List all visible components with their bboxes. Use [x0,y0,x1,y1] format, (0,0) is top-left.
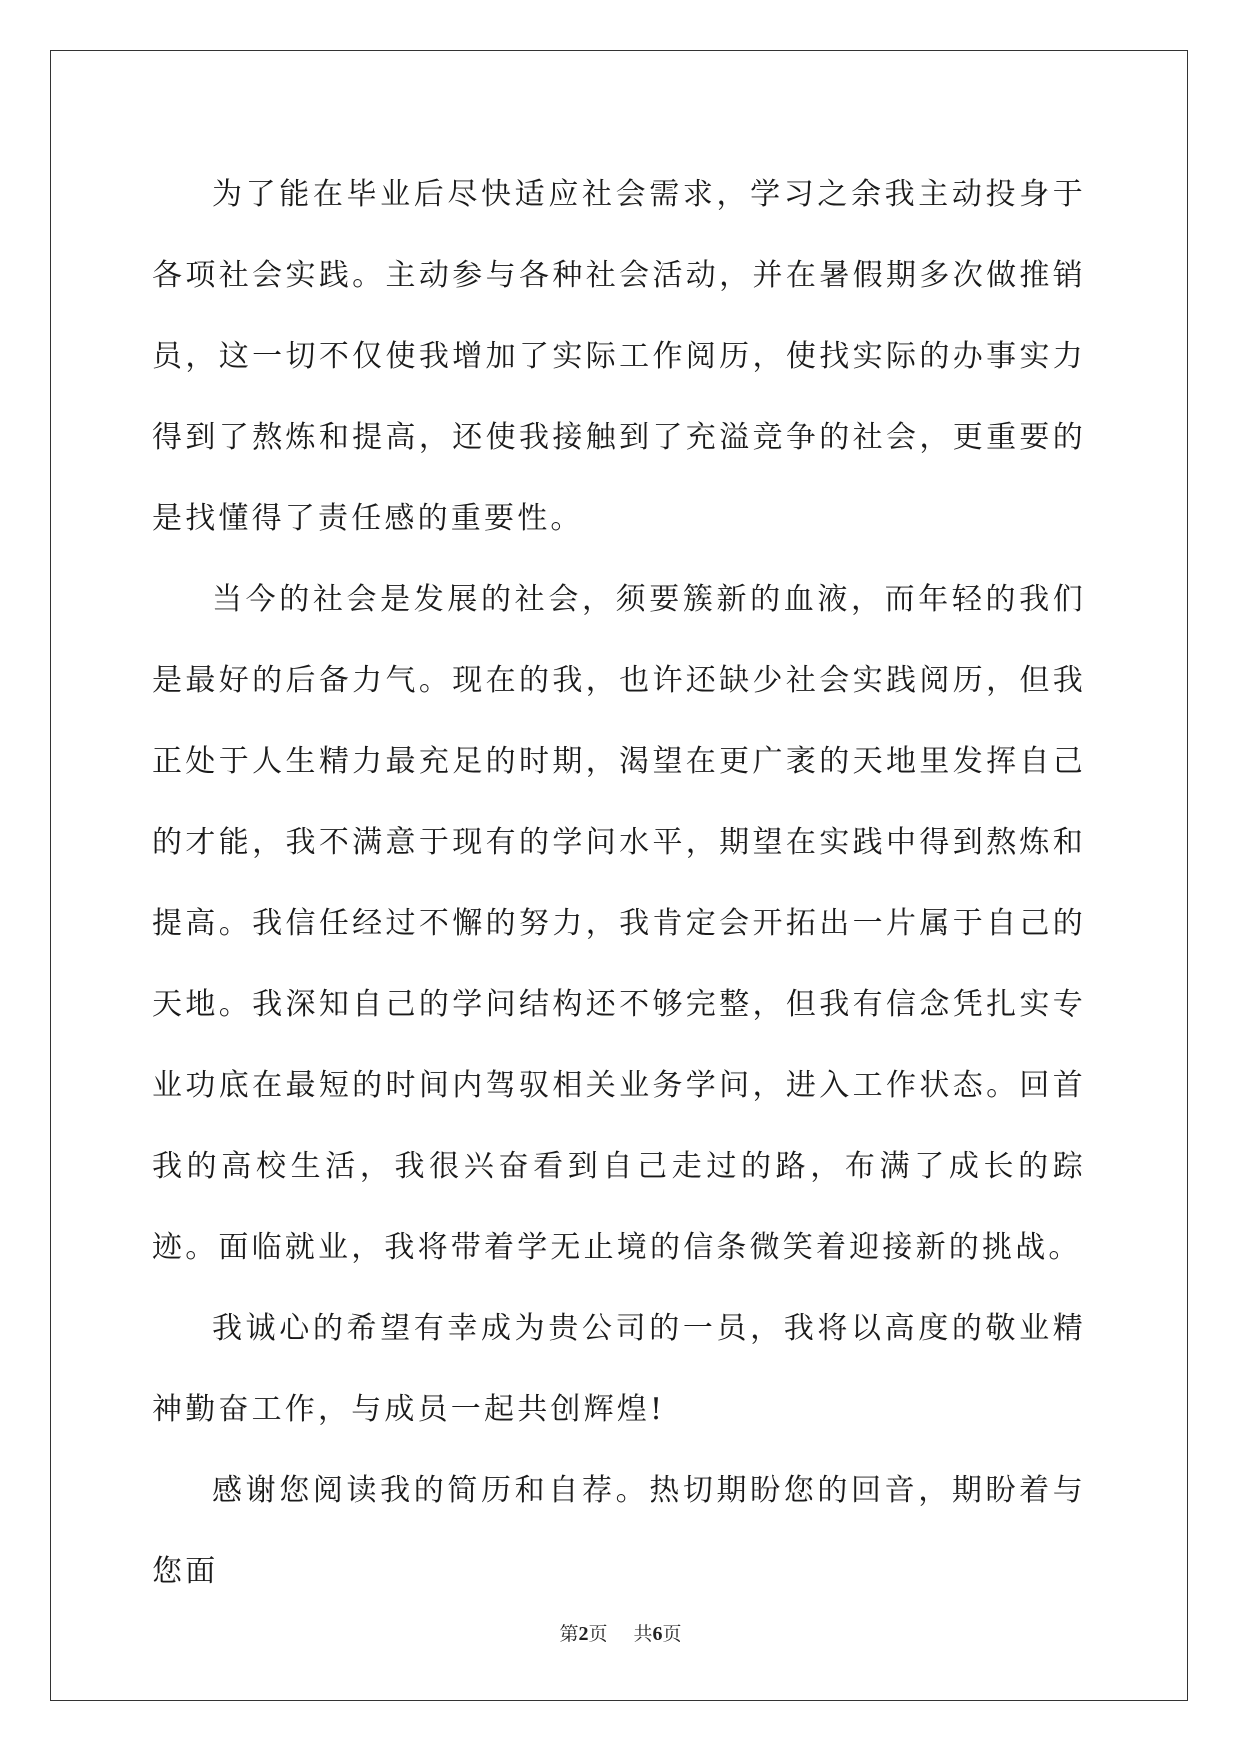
page-suffix: 页 [588,1623,608,1645]
total-suffix: 页 [662,1623,682,1645]
paragraph: 当今的社会是发展的社会，须要簇新的血液，而年轻的我们是最好的后备力气。现在的我，也许还缺少社会实践阅历，但我正处于人生精力最充足的时期，渴望在更广袤的天地里发挥自己的才能，我不满意于现有的学问水平，期望在实践中得到熬炼和提高。我信任经过不懈的努力，我肯定会开拓出一片属于自己的天地。我深知自己的学问结构还不够完整，但我有信念凭扎实专业功底在最短的时间内驾驭相关业务学问，进入工作状态。回首我的高校生活，我很兴奋看到自己走过的路，布满了成长的踪迹。面临就业，我将带着学无止境的信条微笑着迎接新的挑战。 [152,582,1086,1265]
paragraph: 感谢您阅读我的简历和自荐。热切期盼您的回音，期盼着与您面 [152,1473,1086,1589]
total-pages: 6 [652,1623,663,1645]
page-number: 2 [578,1623,589,1645]
document-body [152,154,1086,1612]
page-prefix: 第 [559,1623,579,1645]
paragraph: 我诚心的希望有幸成为贵公司的一员，我将以高度的敬业精神勤奋工作，与成员一起共创辉煌! [152,1311,1086,1427]
paragraph: 为了能在毕业后尽快适应社会需求，学习之余我主动投身于各项社会实践。主动参与各种社会活动，并在暑假期多次做推销员，这一切不仅使我增加了实际工作阅历，使找实际的办事实力得到了熬炼和提高，还使我接触到了充溢竞争的社会，更重要的是找懂得了责任感的重要性。 [152,177,1086,536]
page-footer [0,1619,1241,1646]
total-prefix: 共 [633,1623,653,1645]
